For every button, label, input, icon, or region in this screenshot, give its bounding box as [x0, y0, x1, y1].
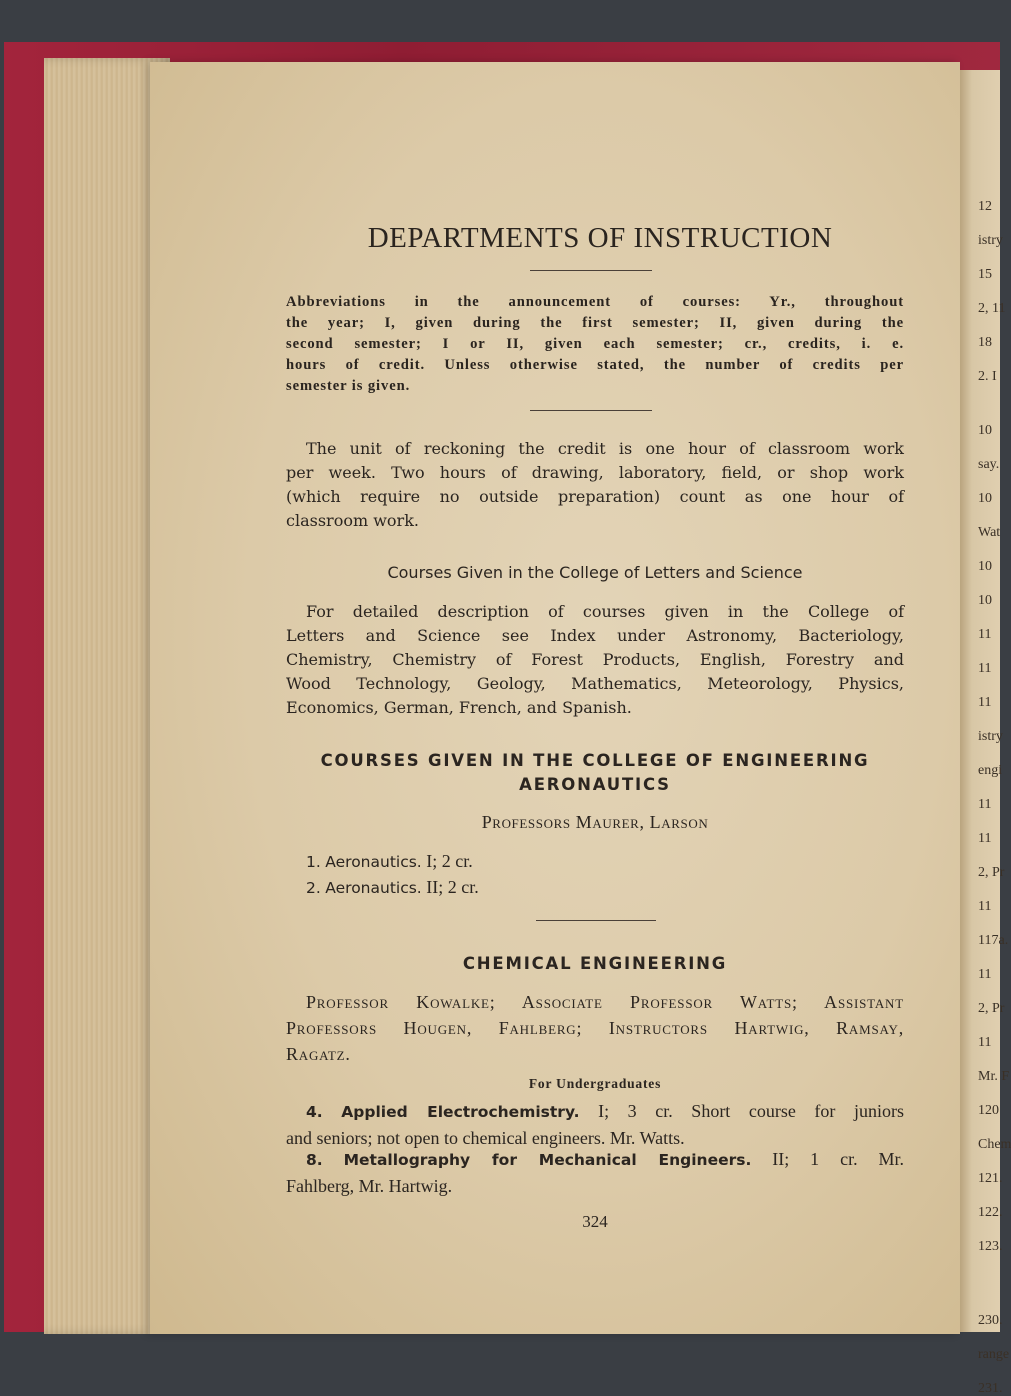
course-detail: and seniors; not open to chemical engineers. Mr. Watts. — [286, 1128, 685, 1148]
adjacent-page-fragment: range — [978, 1347, 1010, 1362]
adjacent-page-fragment: 2. I — [978, 369, 997, 384]
aeronautics-staff: Professors Maurer, Larson — [481, 812, 709, 832]
abbreviations-note — [286, 292, 904, 397]
adjacent-page-fragment: 11 — [978, 831, 992, 846]
aeronautics-heading: AERONAUTICS — [519, 775, 671, 794]
course-entry — [286, 1098, 904, 1151]
adjacent-page-fragment: 122. — [978, 1205, 1003, 1220]
page-title: DEPARTMENTS OF INSTRUCTION — [367, 222, 833, 254]
adjacent-page-fragment: 10 — [978, 559, 992, 574]
paragraph-line: The unit of reckoning the credit is one hour of classroom work — [306, 439, 904, 458]
adjacent-page-fragment: 121. — [978, 1171, 1003, 1186]
adjacent-page-fragment: 10 — [978, 593, 992, 608]
adjacent-page-fragment: 231. — [978, 1381, 1003, 1396]
course-entry — [286, 1146, 904, 1199]
abbrev-line: the year; I, given during the first semester; II, given during the — [286, 315, 904, 331]
abbrev-line: second semester; I or II, given each semester; cr., credits, i. e. — [286, 336, 904, 352]
adjacent-page-fragment: 120 — [978, 1103, 999, 1118]
engineering-heading: COURSES GIVEN IN THE COLLEGE OF ENGINEERING — [320, 751, 870, 770]
staff-line: Ragatz. — [286, 1044, 351, 1064]
title-rule — [530, 270, 652, 271]
adjacent-page-fragment: 11 — [978, 797, 992, 812]
adjacent-page-fragment: 117a. — [978, 933, 1009, 948]
adjacent-page-fragment: Chem — [978, 1137, 1011, 1152]
section-rule — [530, 410, 652, 411]
abbrev-line: Abbreviations in the announcement of courses: Yr., throughout — [286, 294, 904, 310]
abbrev-line: hours of credit. Unless otherwise stated, the number of credits per — [286, 357, 904, 373]
adjacent-page-fragment: 11 — [978, 1035, 992, 1050]
credit-unit-paragraph — [286, 437, 904, 533]
paragraph-line: Economics, German, French, and Spanish. — [286, 698, 632, 717]
letters-science-heading: Courses Given in the College of Letters and Science — [387, 563, 803, 582]
course-entry — [306, 874, 904, 901]
course-detail: Fahlberg, Mr. Hartwig. — [286, 1176, 453, 1196]
course-detail: II; 2 cr. — [426, 877, 479, 897]
adjacent-page-fragment: 2, Pr — [978, 865, 1005, 880]
staff-line: Professors Hougen, Fahlberg; Instructors Hartwig, Ramsay, — [286, 1018, 904, 1038]
course-name: Applied Electrochemistry. — [341, 1103, 580, 1121]
chemical-engineering-heading: CHEMICAL ENGINEERING — [462, 954, 728, 973]
adjacent-page-fragment: 11 — [978, 661, 992, 676]
letters-science-paragraph — [286, 600, 904, 720]
adjacent-page-fragment: Wat — [978, 525, 1001, 540]
adjacent-page-fragment: 10 — [978, 423, 992, 438]
adjacent-page-fragment: 10 — [978, 491, 992, 506]
course-number: 4. — [306, 1103, 323, 1121]
adjacent-page-fragment: istry — [978, 729, 1003, 744]
adjacent-page-fragment: 11 — [978, 899, 992, 914]
adjacent-page-fragment: 12 — [978, 199, 992, 214]
adjacent-page-fragment: 11 — [978, 695, 992, 710]
course-detail: I; 3 cr. Short course for juniors — [598, 1101, 904, 1121]
paragraph-line: Chemistry, Chemistry of Forest Products, English, Forestry and — [286, 650, 904, 669]
course-name: Aeronautics. — [325, 853, 422, 871]
adjacent-page-fragment: Mr. F — [978, 1069, 1010, 1084]
course-line — [286, 1098, 904, 1125]
paragraph-line: For detailed description of courses given in the College of — [306, 602, 904, 621]
staff-line: Professor Kowalke; Associate Professor Watts; Assistant — [306, 992, 904, 1012]
adjacent-page-fragment: 2, 11 — [978, 301, 1006, 316]
course-line — [286, 1146, 904, 1173]
adjacent-page-fragment: 2, Pr — [978, 1001, 1005, 1016]
course-name: Metallography for Mechanical Engineers. — [343, 1151, 752, 1169]
course-detail: I; 2 cr. — [426, 851, 473, 871]
course-detail: II; 1 cr. Mr. — [772, 1149, 905, 1169]
adjacent-page-fragment: 123. — [978, 1239, 1003, 1254]
paragraph-line: (which require no outside preparation) count as one hour of — [286, 487, 904, 506]
adjacent-page-fragment: istry — [978, 233, 1003, 248]
course-entry — [306, 848, 904, 875]
abbrev-line: semester is given. — [286, 378, 411, 394]
undergraduates-subheading: For Undergraduates — [528, 1076, 662, 1091]
course-name: Aeronautics. — [325, 879, 422, 897]
section-rule — [536, 920, 656, 921]
adjacent-page-fragment: 11 — [978, 967, 992, 982]
adjacent-page-fragment: 230. — [978, 1313, 1003, 1328]
course-number: 8. — [306, 1151, 323, 1169]
adjacent-page-fragment: 15 — [978, 267, 992, 282]
adjacent-page-fragment: say. — [978, 457, 1000, 472]
adjacent-page-fragment: 18 — [978, 335, 992, 350]
adjacent-page-fragment: engi — [978, 763, 1003, 778]
paragraph-line: classroom work. — [286, 511, 419, 530]
course-number: 2. — [306, 879, 321, 897]
paragraph-line: Letters and Science see Index under Astronomy, Bacteriology, — [286, 626, 904, 645]
course-number: 1. — [306, 853, 321, 871]
chemical-staff — [286, 989, 904, 1067]
page-number: 324 — [582, 1212, 608, 1231]
paragraph-line: per week. Two hours of drawing, laboratory, field, or shop work — [286, 463, 904, 482]
paragraph-line: Wood Technology, Geology, Mathematics, Meteorology, Physics, — [286, 674, 904, 693]
adjacent-page-fragment: 11 — [978, 627, 992, 642]
